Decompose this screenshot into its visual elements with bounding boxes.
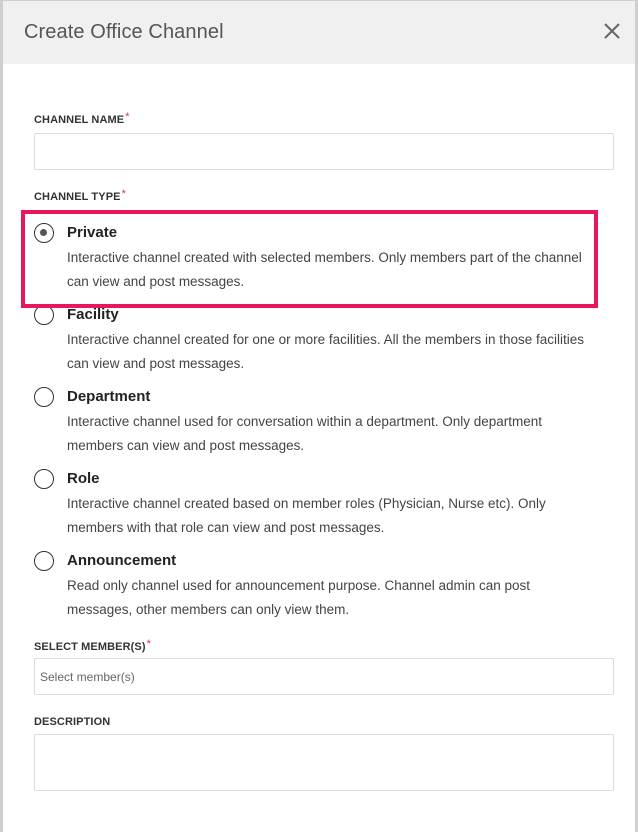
radio-description-role: Interactive channel created based on member roles (Physician, Nurse etc). Only members with that role can view and post messages. — [67, 496, 546, 535]
radio-option-department[interactable] — [34, 387, 594, 457]
channel-name-input[interactable] — [34, 133, 614, 170]
required-mark: * — [121, 188, 126, 200]
close-button[interactable] — [601, 20, 623, 42]
radio-selected-dot — [40, 229, 47, 236]
channel-name-label-text: CHANNEL NAME — [34, 114, 125, 126]
radio-title-announcement: Announcement — [67, 552, 177, 569]
radio-button-announcement[interactable] — [34, 551, 54, 571]
select-members-label — [34, 638, 151, 653]
radio-option-announcement[interactable] — [34, 551, 594, 621]
select-members-label-text: SELECT MEMBER(S) — [34, 641, 146, 653]
select-members-input[interactable] — [34, 658, 614, 695]
radio-title-role: Role — [67, 470, 100, 487]
radio-button-role[interactable] — [34, 469, 54, 489]
dialog-header — [3, 1, 635, 64]
radio-description-announcement: Read only channel used for announcement purpose. Channel admin can post messages, other members can only view them. — [67, 578, 531, 617]
radio-button-department[interactable] — [34, 387, 54, 407]
radio-option-facility[interactable] — [34, 305, 594, 375]
dialog-title: Create Office Channel — [24, 21, 224, 43]
description-label-text: DESCRIPTION — [34, 716, 111, 728]
radio-title-department: Department — [67, 388, 151, 405]
radio-title-private: Private — [67, 224, 118, 241]
radio-description-department: Interactive channel used for conversation within a department. Only department members can view and post messages. — [67, 414, 543, 453]
required-mark: * — [125, 111, 130, 123]
close-icon — [601, 20, 623, 42]
radio-title-facility: Facility — [67, 306, 119, 323]
radio-option-role[interactable] — [34, 469, 594, 539]
radio-button-private[interactable] — [34, 223, 54, 243]
radio-description-private: Interactive channel created with selected members. Only members part of the channel can view and post messages. — [67, 250, 582, 289]
description-textarea[interactable] — [34, 734, 614, 791]
required-mark: * — [146, 638, 151, 650]
channel-type-label-text: CHANNEL TYPE — [34, 191, 121, 203]
description-label — [34, 716, 110, 728]
channel-name-label — [34, 111, 130, 126]
radio-description-facility: Interactive channel created for one or more facilities. All the members in those facilities can view and post messages. — [67, 332, 584, 371]
channel-type-label — [34, 188, 126, 203]
radio-button-facility[interactable] — [34, 305, 54, 325]
radio-option-private[interactable] — [34, 223, 594, 293]
